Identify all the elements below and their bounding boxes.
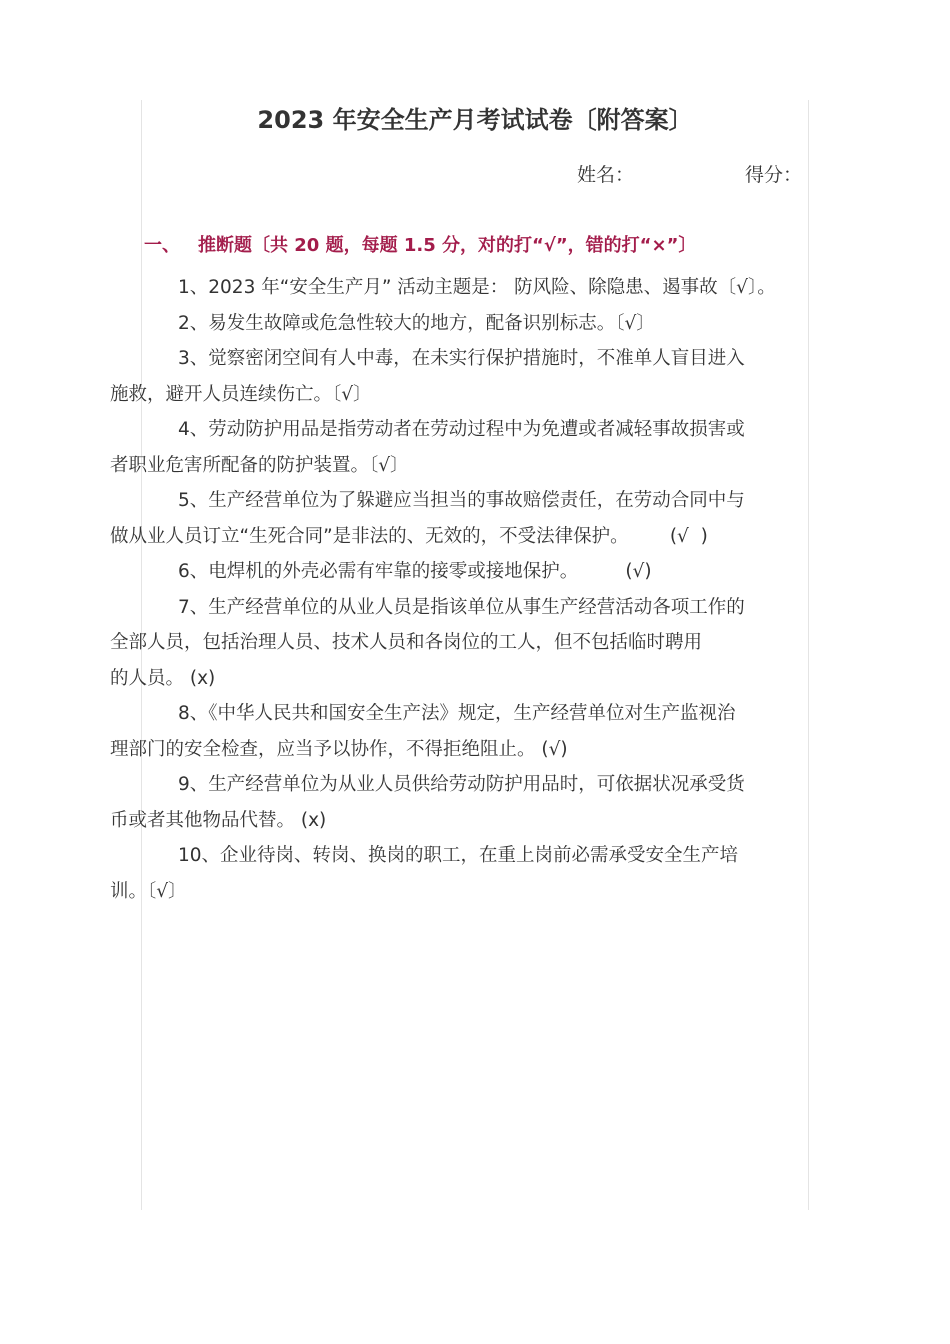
question-item: [110, 412, 794, 483]
section-title: 推断题〔共 20 题，每题 1.5 分，对的打“√”，错的打“×”〕: [198, 235, 697, 256]
question-text-line: 的人员。 (x): [110, 667, 216, 689]
question-item: [144, 306, 794, 342]
question-item: [110, 838, 794, 909]
name-label: 姓名：: [577, 164, 635, 186]
question-text: 6、电焊机的外壳必需有牢靠的接零或接地保护。 (√): [178, 561, 652, 582]
question-item: [110, 341, 794, 412]
question-item: [144, 270, 794, 306]
question-item: [110, 590, 794, 697]
left-margin-rule: [141, 100, 142, 1210]
question-item: [144, 554, 794, 590]
section-heading: [144, 231, 696, 257]
question-text-line: 做从业人员订立“生死合同”是非法的、无效的，不受法律保护。 (√ ): [110, 525, 708, 547]
right-margin-rule: [808, 100, 809, 1210]
question-text-line: 7、生产经营单位的从业人员是指该单位从事生产经营活动各项工作的: [178, 596, 745, 618]
question-item: [110, 696, 794, 767]
question-text-line: 全部人员，包括治理人员、技术人员和各岗位的工人，但不包括临时聘用: [110, 632, 703, 653]
section-number: 一、: [144, 235, 180, 256]
question-list: [110, 270, 794, 909]
page-title: 2023 年安全生产月考试试卷〔附答案〕: [257, 106, 693, 134]
question-text-line: 8、《中华人民共和国安全生产法》规定，生产经营单位对生产监视治: [178, 703, 736, 724]
question-text-line: 4、劳动防护用品是指劳动者在劳动过程中为免遭或者减轻事故损害或: [178, 419, 745, 440]
question-text-line: 施救，避开人员连续伤亡。〔√〕: [110, 383, 372, 405]
question-text-line: 10、企业待岗、转岗、换岗的职工，在重上岗前必需承受安全生产培: [178, 845, 739, 866]
question-text-line: 3、觉察密闭空间有人中毒，在未实行保护措施时，不准单人盲目进入: [178, 348, 745, 369]
question-text-line: 理部门的安全检查，应当予以协作，不得拒绝阻止。 (√): [110, 738, 568, 760]
question-item: [110, 767, 794, 838]
question-text-line: 币或者其他物品代替。 (x): [110, 809, 327, 831]
question-text: 1、2023 年“安全生产月” 活动主题是： 防风险、除隐患、遏事故〔√〕。: [178, 277, 776, 298]
question-text-line: 5、生产经营单位为了躲避应当担当的事故赔偿责任，在劳动合同中与: [178, 490, 745, 511]
question-text-line: 者职业危害所配备的防护装置。〔√〕: [110, 454, 409, 476]
question-text-line: 9、生产经营单位为从业人员供给劳动防护用品时，可依据状况承受货: [178, 774, 745, 795]
score-label: 得分：: [745, 164, 803, 186]
question-item: [110, 483, 794, 554]
question-text-line: 训。〔√〕: [110, 880, 187, 902]
question-text: 2、易发生故障或危急性较大的地方，配备识别标志。〔√〕: [178, 312, 655, 334]
